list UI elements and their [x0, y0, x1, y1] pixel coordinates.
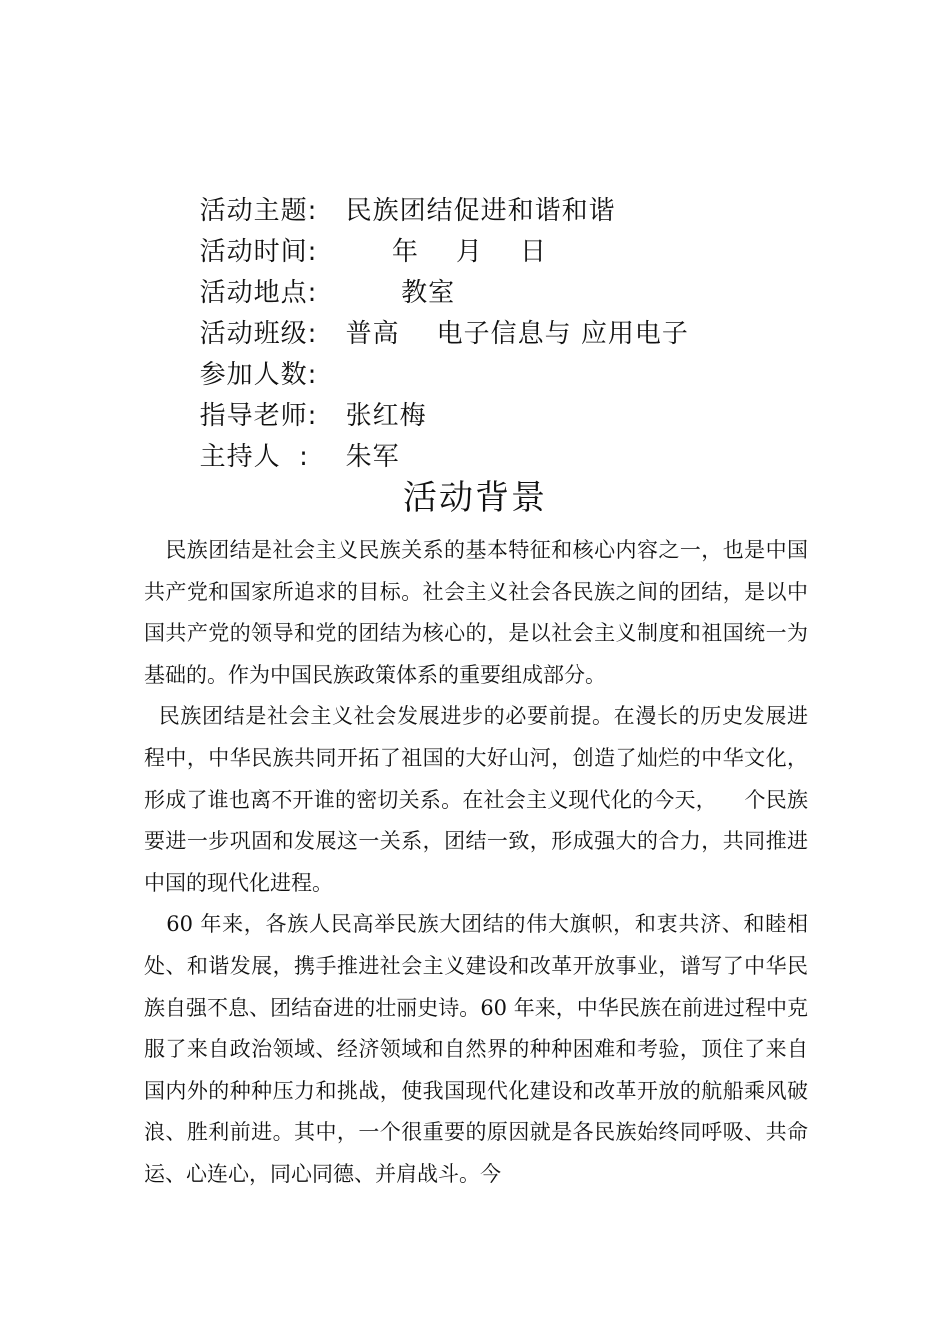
info-value: 普高 电子信息与 应用电子: [345, 319, 689, 349]
info-value: 张红梅: [345, 401, 427, 431]
info-label: 指导老师:: [199, 401, 318, 431]
section-title: 活动背景: [403, 478, 547, 518]
info-value: 教室: [345, 278, 456, 308]
info-label: 活动班级:: [199, 319, 318, 349]
background-text: [144, 530, 808, 1196]
info-label: 参加人数:: [199, 360, 318, 390]
info-value: 朱军: [345, 442, 400, 472]
info-row-theme: [144, 150, 689, 226]
info-value: 民族团结促进和谐和谐: [345, 196, 616, 226]
paragraph: 60 年来，各族人民高举民族大团结的伟大旗帜，和衷共济、和睦相处、和谐发展，携手推进社会主义建设和改革开放事业，谱写了中华民族自强不息、团结奋进的壮丽史诗。60 年来，中华民族在前进过程中克服了来自政治领域、经济领域和自然界的种种困难和考验，顶住了来自国内外的种种压力和挑战，使我国现代化建设和改革开放的航船乘风破浪、胜利前进。其中，一个很重要的原因就是各民族始终同呼吸、共命运、心连心，同心同德、并肩战斗。今: [144, 912, 808, 1186]
info-label: 活动地点:: [199, 278, 318, 308]
info-value: 年 月 日: [345, 237, 548, 267]
paragraph: 民族团结是社会主义民族关系的基本特征和核心内容之一，也是中国共产党和国家所追求的目标。社会主义社会各民族之间的团结，是以中国共产党的领导和党的团结为核心的，是以社会主义制度和祖国统一为基础的。作为中国民族政策体系的重要组成部分。: [144, 538, 809, 687]
info-label: 活动主题:: [199, 196, 318, 226]
info-label: 活动时间:: [199, 237, 318, 267]
activity-info: [144, 150, 689, 472]
paragraph: 民族团结是社会主义社会发展进步的必要前提。在漫长的历史发展进程中，中华民族共同开拓了祖国的大好山河，创造了灿烂的中华文化，形成了谁也离不开谁的密切关系。在社会主义现代化的今天， 个民族要进一步巩固和发展这一关系，团结一致，形成强大的合力，共同推进中国的现代化进程。: [144, 704, 808, 895]
info-label: 主持人 :: [199, 442, 309, 472]
